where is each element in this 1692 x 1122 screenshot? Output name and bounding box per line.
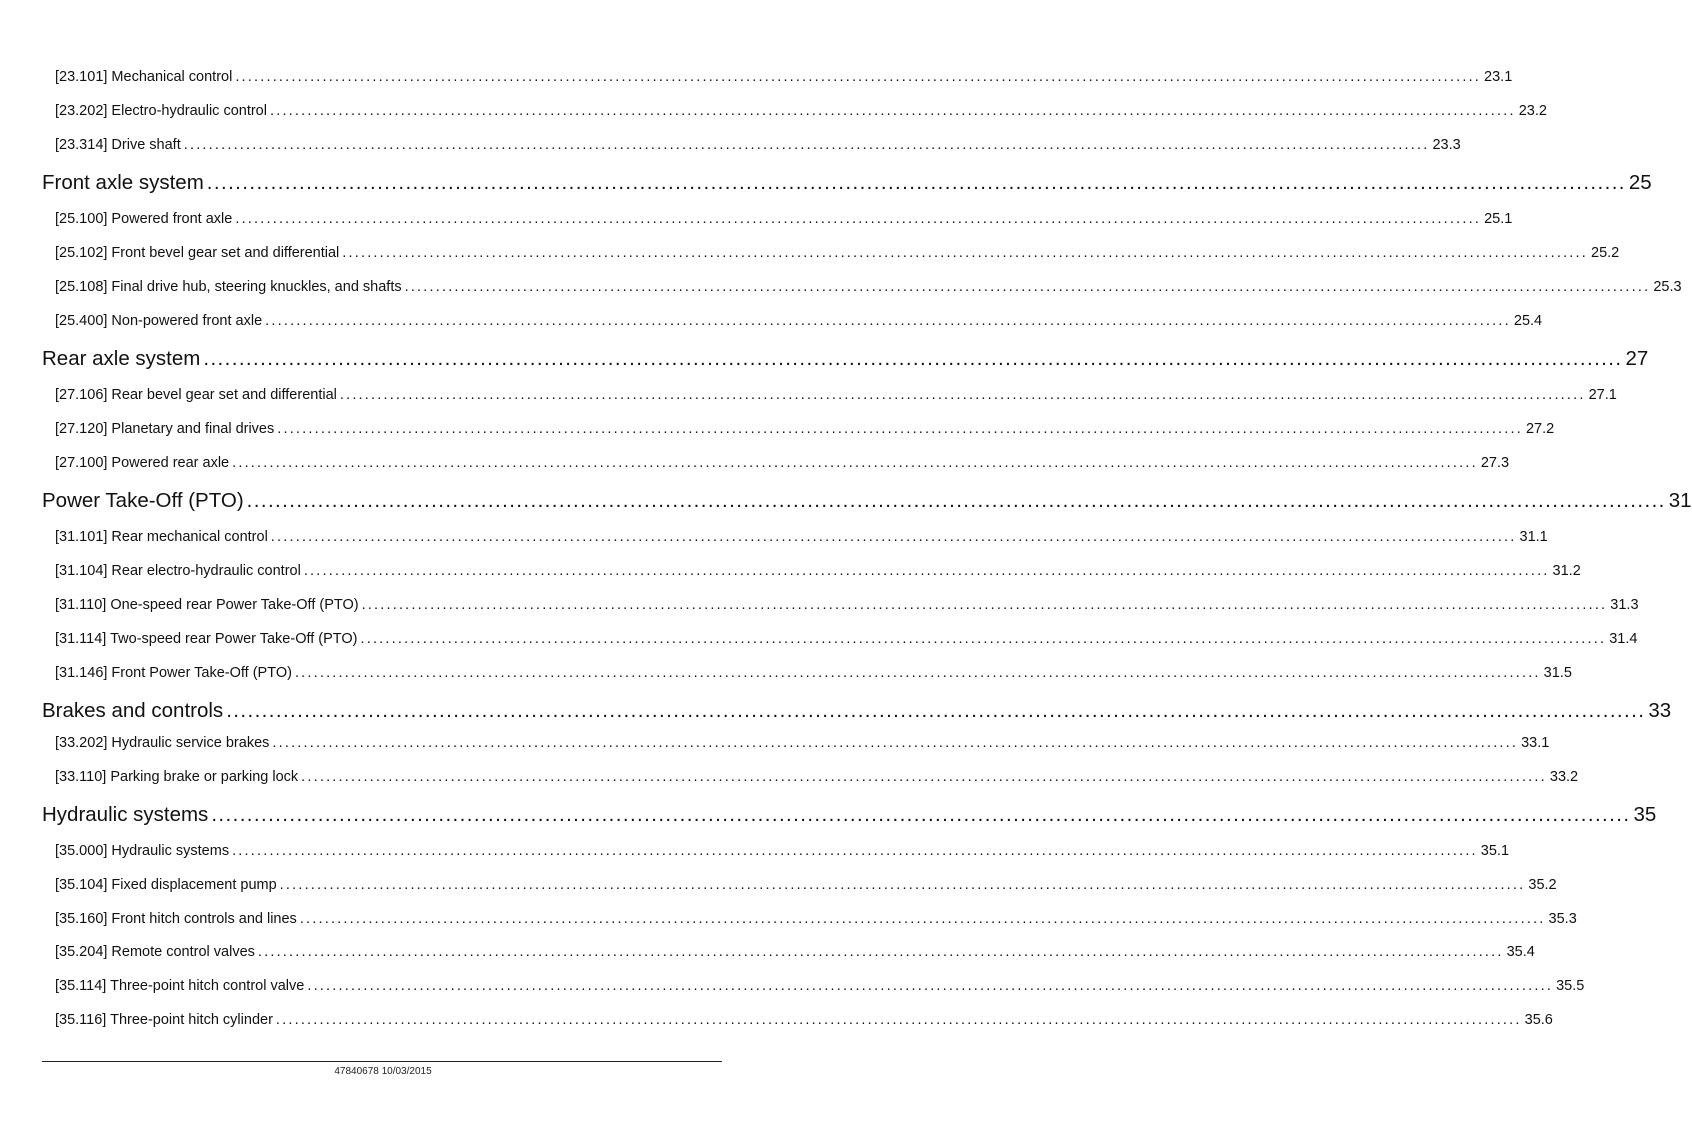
toc-entry-page: 27.1	[1588, 387, 1617, 403]
dot-leader: ........................................................................................................................................................................................................	[232, 455, 1478, 471]
dot-leader: ........................................................................................................................................................................................................	[277, 421, 1523, 437]
toc-entry-title: [23.202] Electro-hydraulic control	[55, 103, 267, 119]
toc-entry-page: 31.4	[1609, 631, 1638, 647]
toc-entry[interactable]	[0, 455, 1510, 473]
dot-leader: ........................................................................................................................................................................................................	[299, 911, 1546, 927]
toc-entry-title: [31.104] Rear electro-hydraulic control	[55, 563, 301, 579]
toc-section[interactable]	[0, 171, 1652, 197]
toc-entry[interactable]	[0, 313, 1543, 331]
footer-rule	[42, 1061, 722, 1062]
toc-section[interactable]	[0, 699, 1672, 725]
toc-section-title: Rear axle system	[42, 347, 201, 370]
toc-section-page: 35	[1633, 803, 1657, 826]
toc-entry[interactable]	[0, 735, 1550, 753]
toc-entry-page: 23.3	[1432, 137, 1461, 153]
dot-leader: ........................................................................................................................................................................................................	[235, 211, 1482, 227]
dot-leader: ........................................................................................................................................................................................................	[294, 665, 1541, 681]
toc-entry[interactable]	[0, 103, 1547, 121]
toc-entry-page: 31.2	[1552, 563, 1581, 579]
dot-leader: ........................................................................................................................................................................................................	[404, 279, 1651, 295]
toc-section-page: 33	[1648, 699, 1672, 722]
toc-entry-title: [35.114] Three-point hitch control valve	[55, 978, 305, 994]
toc-section[interactable]	[0, 347, 1649, 373]
toc-entry-page: 27.3	[1480, 455, 1510, 471]
toc-section-title: Power Take-Off (PTO)	[42, 489, 244, 512]
toc-entry-title: [27.120] Planetary and final drives	[55, 421, 275, 437]
footer-doc-id: 47840678 10/03/2015	[334, 1066, 432, 1077]
toc-section-page: 27	[1625, 347, 1649, 370]
toc-entry[interactable]	[0, 631, 1638, 649]
toc-entry[interactable]	[0, 529, 1548, 547]
toc-entry-page: 35.6	[1524, 1012, 1553, 1028]
dot-leader: ........................................................................................................................................................................................................	[272, 735, 1519, 751]
toc-entry[interactable]	[0, 665, 1572, 683]
toc-entry-page: 33.1	[1521, 735, 1550, 751]
toc-entry-page: 25.1	[1484, 211, 1513, 227]
toc-entry[interactable]	[0, 877, 1557, 895]
toc-entry-title: [25.108] Final drive hub, steering knuckles, and shafts	[55, 279, 402, 295]
toc-entry-title: [23.314] Drive shaft	[55, 137, 181, 153]
toc-entry-title: [25.400] Non-powered front axle	[55, 313, 263, 329]
toc-entry-page: 23.2	[1518, 103, 1547, 119]
dot-leader: ........................................................................................................................................................................................................	[339, 387, 1586, 403]
toc-section-page: 31	[1668, 489, 1692, 512]
toc-entry[interactable]	[0, 245, 1620, 263]
dot-leader: ........................................................................................................................................................................................................	[235, 69, 1482, 85]
toc-entry-page: 35.5	[1556, 978, 1585, 994]
toc-entry-title: [31.114] Two-speed rear Power Take-Off (PTO)	[55, 631, 358, 647]
dot-leader: ........................................................................................................................................................................................................	[226, 699, 1646, 722]
dot-leader: ........................................................................................................................................................................................................	[361, 597, 1608, 613]
toc-entry[interactable]	[0, 211, 1513, 229]
toc-entry-title: [25.102] Front bevel gear set and differential	[55, 245, 340, 261]
toc-entry[interactable]	[0, 137, 1461, 155]
dot-leader: ........................................................................................................................................................................................................	[206, 171, 1626, 194]
toc-entry-page: 31.3	[1610, 597, 1639, 613]
toc-entry-title: [27.106] Rear bevel gear set and differential	[55, 387, 337, 403]
toc-entry-page: 23.1	[1484, 69, 1513, 85]
dot-leader: ........................................................................................................................................................................................................	[307, 978, 1554, 994]
dot-leader: ........................................................................................................................................................................................................	[211, 803, 1631, 826]
toc-entry-title: [35.160] Front hitch controls and lines	[55, 911, 297, 927]
toc-section-title: Brakes and controls	[42, 699, 224, 722]
dot-leader: ........................................................................................................................................................................................................	[303, 563, 1550, 579]
toc-entry-title: [31.110] One-speed rear Power Take-Off (PTO)	[55, 597, 359, 613]
toc-entry-page: 25.2	[1591, 245, 1620, 261]
toc-entry-page: 25.3	[1653, 279, 1682, 295]
dot-leader: ........................................................................................................................................................................................................	[269, 103, 1516, 119]
toc-entry-title: [25.100] Powered front axle	[55, 211, 233, 227]
toc-entry-page: 31.5	[1543, 665, 1572, 681]
toc-entry[interactable]	[0, 978, 1585, 996]
toc-entry-page: 25.4	[1513, 313, 1543, 329]
toc-entry[interactable]	[0, 69, 1513, 87]
toc-section[interactable]	[0, 489, 1692, 515]
toc-section-title: Front axle system	[42, 171, 204, 194]
toc-entry-title: [35.204] Remote control valves	[55, 944, 255, 960]
toc-entry-page: 35.2	[1528, 877, 1557, 893]
toc-entry-page: 35.3	[1548, 911, 1577, 927]
toc-entry[interactable]	[0, 944, 1535, 962]
dot-leader: ........................................................................................................................................................................................................	[301, 769, 1547, 785]
toc-entry[interactable]	[0, 911, 1577, 929]
toc-entry-title: [23.101] Mechanical control	[55, 69, 233, 85]
toc-entry[interactable]	[0, 597, 1639, 615]
toc-entry[interactable]	[0, 843, 1510, 861]
toc-entry[interactable]	[0, 387, 1617, 405]
dot-leader: ........................................................................................................................................................................................................	[342, 245, 1588, 261]
toc-section[interactable]	[0, 803, 1657, 829]
toc-entry-title: [31.101] Rear mechanical control	[55, 529, 268, 545]
dot-leader: ........................................................................................................................................................................................................	[257, 944, 1504, 960]
toc-entry-page: 27.2	[1525, 421, 1555, 437]
toc-section-page: 25	[1628, 171, 1652, 194]
toc-entry-title: [31.146] Front Power Take-Off (PTO)	[55, 665, 292, 681]
toc-entry[interactable]	[0, 421, 1555, 439]
dot-leader: ........................................................................................................................................................................................................	[183, 137, 1430, 153]
toc-entry[interactable]	[0, 1012, 1553, 1030]
dot-leader: ........................................................................................................................................................................................................	[246, 489, 1666, 512]
dot-leader: ........................................................................................................................................................................................................	[360, 631, 1607, 647]
toc-entry[interactable]	[0, 563, 1581, 581]
dot-leader: ........................................................................................................................................................................................................	[270, 529, 1517, 545]
toc-entry-title: [35.104] Fixed displacement pump	[55, 877, 277, 893]
dot-leader: ........................................................................................................................................................................................................	[275, 1012, 1522, 1028]
dot-leader: ........................................................................................................................................................................................................	[265, 313, 1511, 329]
dot-leader: ........................................................................................................................................................................................................	[232, 843, 1478, 859]
dot-leader: ........................................................................................................................................................................................................	[203, 347, 1623, 370]
dot-leader: ........................................................................................................................................................................................................	[279, 877, 1526, 893]
toc-entry-page: 31.1	[1519, 529, 1548, 545]
toc-entry-title: [33.110] Parking brake or parking lock	[55, 769, 299, 785]
toc-entry-title: [33.202] Hydraulic service brakes	[55, 735, 270, 751]
toc-entry[interactable]	[0, 279, 1682, 297]
toc-section-title: Hydraulic systems	[42, 803, 209, 826]
toc-entry-page: 33.2	[1549, 769, 1579, 785]
toc-entry-page: 35.1	[1480, 843, 1510, 859]
toc-entry[interactable]	[0, 769, 1579, 787]
toc-entry-title: [35.000] Hydraulic systems	[55, 843, 230, 859]
toc-entry-title: [35.116] Three-point hitch cylinder	[55, 1012, 273, 1028]
toc-entry-title: [27.100] Powered rear axle	[55, 455, 230, 471]
toc-entry-page: 35.4	[1506, 944, 1535, 960]
